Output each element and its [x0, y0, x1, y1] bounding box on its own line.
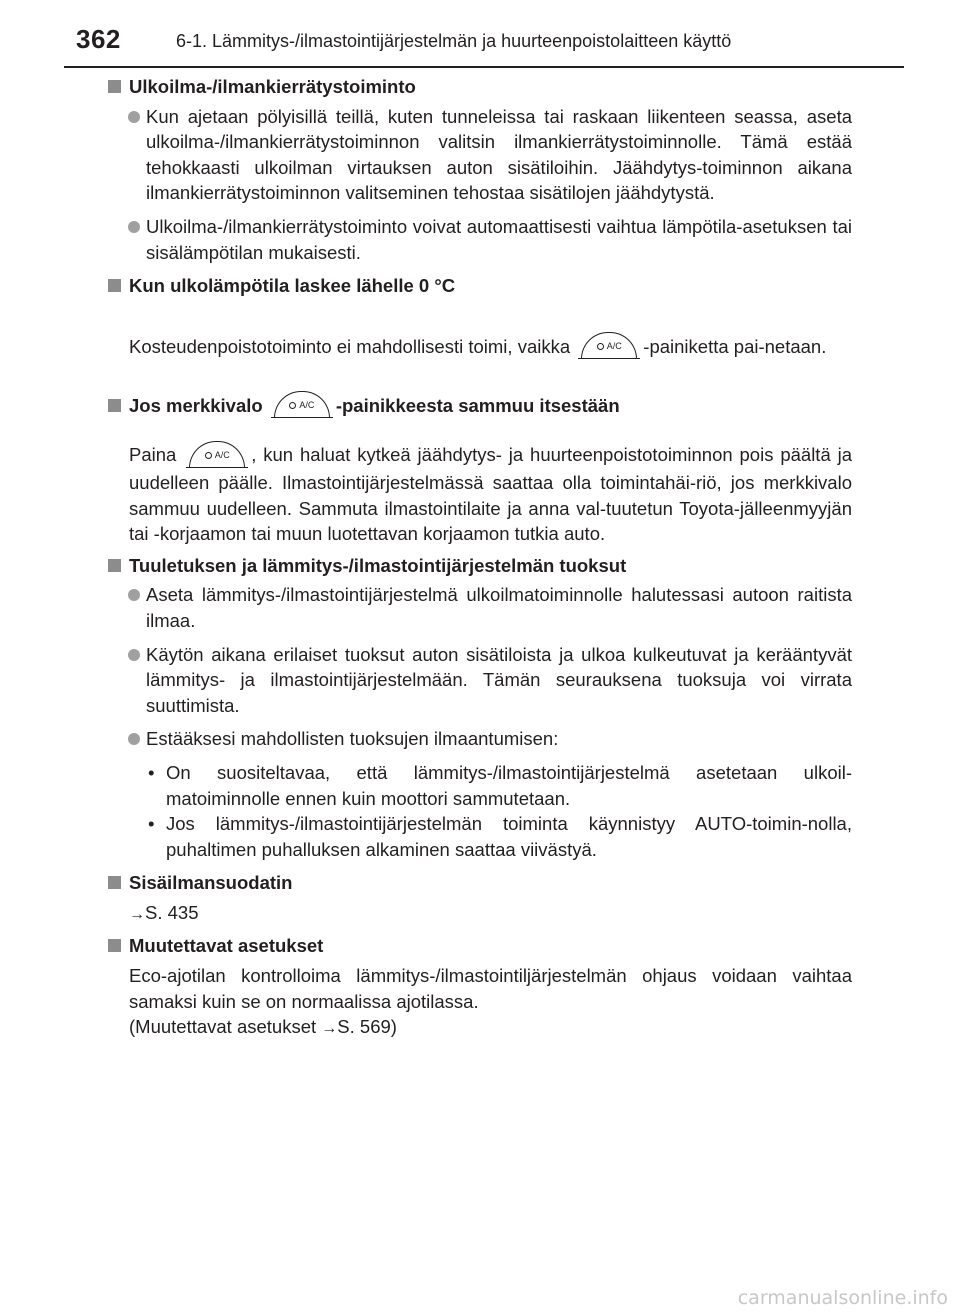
sub-list-item: • On suositeltavaa, että lämmitys-/ilmastointijärjestelmä asetetaan ulkoil-matoiminnolle ennen kuin moottori sammutetaan. — [148, 761, 852, 809]
section-heading: Sisäilmansuodatin — [108, 870, 852, 896]
circle-bullet-icon — [128, 221, 140, 233]
paragraph: Eco-ajotilan kontrolloima lämmitys-/ilmastointiljärjestelmän ohjaus voidaan vaihtaa samaksi kuin se on normaalissa ajotilassa. — [129, 965, 852, 1012]
section-heading: Ulkoilma-/ilmankierrätystoiminto — [108, 74, 852, 100]
arrow-right-icon: → — [321, 1020, 338, 1038]
bullet-item: Estääksesi mahdollisten tuoksujen ilmaantumisen: — [108, 726, 852, 752]
section-heading: Kun ulkolämpötila laskee lähelle 0 °C — [108, 273, 852, 299]
page-reference[interactable]: →S. 435 — [108, 900, 852, 928]
square-bullet-icon — [108, 279, 121, 292]
section-air-recirculation — [108, 74, 852, 265]
section-heading: Jos merkkivalo A/C -painikkeesta sammuu itsestään — [108, 393, 852, 421]
bullet-item: Aseta lämmitys-/ilmastointijärjestelmä ulkoilmatoiminnolle halutessasi autoon raitista ilmaa. — [108, 582, 852, 633]
ac-button-icon: A/C — [274, 391, 330, 418]
page-header — [64, 18, 904, 68]
bullet-item: Käytön aikana erilaiset tuoksut auton sisätiloista ja ulkoa kulkeutuvat ja kerääntyvät lämmitys- ja ilmastointijärjestelmään. Tämän seurauksena tuoksuja voi virrata suuttimista. — [108, 642, 852, 719]
square-bullet-icon — [108, 80, 121, 93]
chapter-title: 6-1. Lämmitys-/ilmastointijärjestelmän ja huurteenpoistolaitteen käyttö — [176, 31, 732, 51]
paragraph: Kosteudenpoistotoiminto ei mahdollisesti toimi, vaikka A/C -painiketta pai-netaan. — [108, 321, 852, 373]
paragraph: Paina A/C , kun haluat kytkeä jäähdytys- ja huurteenpoistotoiminnon pois päältä ja uudelleen päälle. Ilmastointijärjestelmässä saattaa olla toimintahäi-riö, jos merkkivalo sammuu uudelleen. Sammuta ilmastointilaite ja anna val-tuutetun Toyota-jälleenmyyjän tai -korjaamon tai muun luotettavan korjaamon tutkia auto. — [108, 442, 852, 546]
arrow-right-icon: → — [129, 905, 145, 923]
bullet-item: Ulkoilma-/ilmankierrätystoiminto voivat automaattisesti vaihtua lämpötila-asetuksen tai sisälämpötilan mukaisesti. — [108, 214, 852, 265]
square-bullet-icon — [108, 399, 121, 412]
section-heading: Tuuletuksen ja lämmitys-/ilmastointijärjestelmän tuoksut — [108, 553, 852, 579]
page-reference[interactable]: (Muutettavat asetukset →S. 569) — [108, 1014, 852, 1042]
section-indicator-off — [108, 393, 852, 547]
circle-bullet-icon — [128, 589, 140, 601]
circle-bullet-icon — [128, 733, 140, 745]
header-rule — [64, 66, 904, 68]
circle-bullet-icon — [128, 111, 140, 123]
small-bullet-icon: • — [148, 813, 155, 835]
section-heading: Muutettavat asetukset — [108, 933, 852, 959]
square-bullet-icon — [108, 876, 121, 889]
section-odors — [108, 553, 852, 863]
page-number: 362 — [76, 24, 121, 54]
ac-button-icon: A/C — [189, 441, 245, 468]
bullet-item: Kun ajetaan pölyisillä teillä, kuten tunneleissa tai raskaan liikenteen seassa, aseta ulkoilma-/ilmankierrätystoiminnon valitsin ilmankierrätystoiminnolle. Tämä estää tehokkaasti ulkoilman virtauksen auton sisätiloihin. Jäähdytys-toiminnon aikana ilmankierrätystoiminnon valitseminen tehostaa sisätilojen jäähdytystä. — [108, 104, 852, 206]
small-bullet-icon: • — [148, 761, 155, 783]
section-cabin-filter — [108, 870, 852, 927]
page-content — [108, 74, 852, 1048]
circle-bullet-icon — [128, 649, 140, 661]
square-bullet-icon — [108, 559, 121, 572]
section-near-zero — [108, 273, 852, 373]
ac-button-icon: A/C — [581, 332, 637, 359]
section-customizable-settings — [108, 933, 852, 1041]
square-bullet-icon — [108, 939, 121, 952]
sub-list-item: • Jos lämmitys-/ilmastointijärjestelmän toiminta käynnistyy AUTO-toimin-nolla, puhaltimen puhalluksen alkaminen saattaa viivästyä. — [148, 813, 852, 860]
watermark: carmanualsonline.info — [737, 1287, 948, 1309]
